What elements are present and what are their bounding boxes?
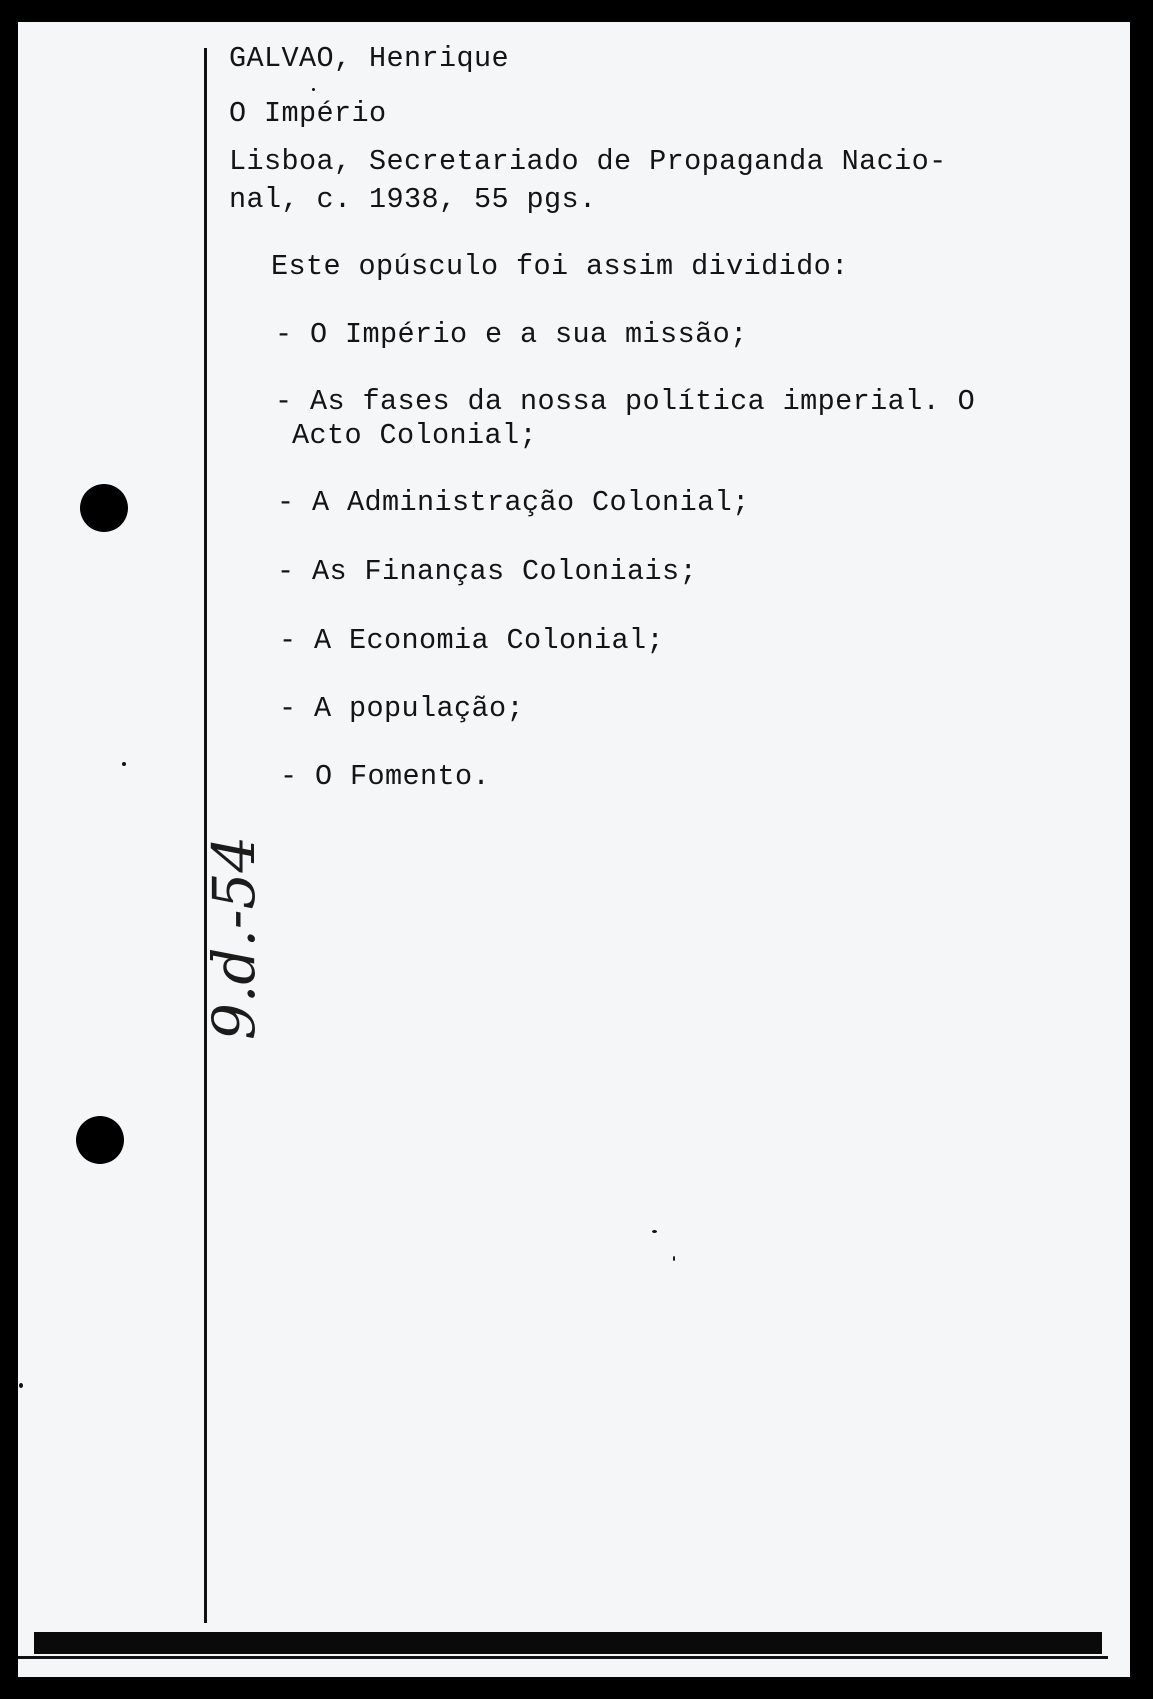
contents-item-continuation: Acto Colonial;	[292, 419, 538, 452]
contents-item: - A população;	[279, 692, 525, 725]
contents-item: - A Economia Colonial;	[279, 624, 665, 657]
imprint-line-2: nal, c. 1938, 55 pgs.	[229, 183, 597, 216]
contents-intro: Este opúsculo foi assim dividido:	[271, 250, 849, 283]
speck-mark	[673, 1256, 675, 1261]
speck-mark	[652, 1230, 657, 1233]
contents-item: - A Administração Colonial;	[277, 486, 750, 519]
speck-mark	[312, 88, 315, 91]
imprint-line-1: Lisboa, Secretariado de Propaganda Nacio-	[229, 145, 947, 178]
author-name: GALVAO, Henrique	[229, 42, 510, 75]
contents-item: - As fases da nossa política imperial. O	[275, 385, 976, 418]
punch-hole-bottom	[76, 1116, 124, 1164]
contents-item: - As Finanças Coloniais;	[277, 555, 698, 588]
contents-item: - O Fomento.	[280, 760, 491, 793]
work-title: O Império	[229, 97, 387, 130]
punch-hole-top	[80, 484, 128, 532]
bottom-edge-line	[18, 1656, 1108, 1659]
contents-item: - O Império e a sua missão;	[275, 318, 748, 351]
handwritten-call-number: 9.d.-54	[200, 835, 268, 1040]
speck-mark	[122, 762, 126, 766]
bottom-edge-bar	[34, 1632, 1102, 1654]
speck-mark	[19, 1383, 23, 1388]
